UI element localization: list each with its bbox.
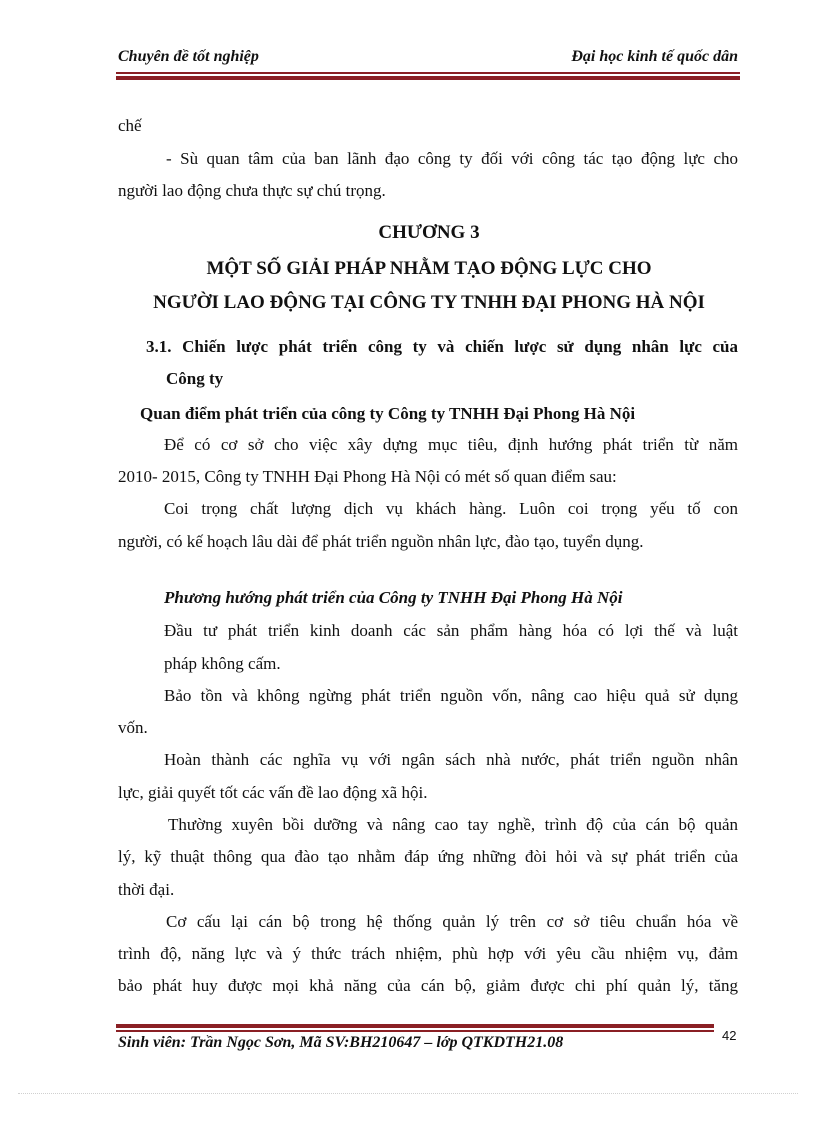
- page-number: 42: [722, 1028, 737, 1043]
- subsection-heading: Quan điểm phát triển của công ty Công ty TNHH Đại Phong Hà Nội: [140, 404, 636, 423]
- footer-student-info: Sinh viên: Trần Ngọc Sơn, Mã SV:BH210647 – lớp QTKDTH21.08: [118, 1034, 564, 1051]
- body-line: - Sù quan tâm của ban lãnh đạo công ty đối với công tác tạo động lực cho: [166, 149, 738, 168]
- body-line: Đầu tư phát triển kinh doanh các sản phẩm hàng hóa có lợi thế và luật: [164, 621, 738, 640]
- body-line: Hoàn thành các nghĩa vụ với ngân sách nhà nước, phát triển nguồn nhân: [164, 750, 738, 769]
- body-line: pháp không cấm.: [164, 654, 281, 673]
- header-right-title: Đại học kinh tế quốc dân: [571, 48, 738, 65]
- body-line: 2010- 2015, Công ty TNHH Đại Phong Hà Nội có mét số quan điểm sau:: [118, 467, 617, 486]
- header-rule-thick: [116, 76, 740, 80]
- chapter-heading: CHƯƠNG 3: [378, 222, 480, 243]
- body-line: Bảo tồn và không ngừng phát triển nguồn vốn, nâng cao hiệu quả sử dụng: [164, 686, 738, 705]
- body-line: chế: [118, 116, 142, 135]
- section-heading-cont: Công ty: [166, 369, 224, 388]
- page-bottom-divider: [18, 1093, 798, 1094]
- body-line: Cơ cấu lại cán bộ trong hệ thống quản lý trên cơ sở tiêu chuẩn hóa về: [166, 912, 738, 931]
- footer-rule-thick: [116, 1024, 714, 1028]
- body-line: thời đại.: [118, 880, 175, 899]
- page-header: [118, 48, 738, 70]
- body-line: người, có kế hoạch lâu dài để phát triển nguồn nhân lực, đào tạo, tuyển dụng.: [118, 532, 644, 551]
- chapter-title-line1: MỘT SỐ GIẢI PHÁP NHẰM TẠO ĐỘNG LỰC CHO: [206, 258, 652, 279]
- body-line: Để có cơ sở cho việc xây dựng mục tiêu, định hướng phát triển từ năm: [164, 435, 738, 454]
- footer-rule-thin: [116, 1030, 714, 1032]
- body-line: trình độ, năng lực và ý thức trách nhiệm, phù hợp với yêu cầu nhiệm vụ, đảm: [118, 944, 738, 963]
- body-line: người lao động chưa thực sự chú trọng.: [118, 181, 386, 200]
- chapter-title-line2: NGƯỜI LAO ĐỘNG TẠI CÔNG TY TNHH ĐẠI PHONG HÀ NỘI: [153, 292, 705, 313]
- body-line: lực, giải quyết tốt các vấn đề lao động xã hội.: [118, 783, 428, 802]
- body-line: Coi trọng chất lượng dịch vụ khách hàng. Luôn coi trọng yếu tố con: [164, 499, 738, 518]
- body-line: Thường xuyên bồi dưỡng và nâng cao tay nghề, trình độ của cán bộ quản: [168, 815, 738, 834]
- body-line: lý, kỹ thuật thông qua đào tạo nhằm đáp ứng những đòi hỏi và sự phát triển của: [118, 847, 738, 866]
- header-left-title: Chuyên đề tốt nghiệp: [118, 48, 259, 65]
- body-line: bảo phát huy được mọi khả năng của cán bộ, giảm được chi phí quản lý, tăng: [118, 976, 738, 995]
- subsection-heading-italic: Phương hướng phát triển của Công ty TNHH Đại Phong Hà Nội: [164, 588, 623, 607]
- header-rule-thin: [116, 72, 740, 74]
- body-line: vốn.: [118, 718, 148, 737]
- section-heading: 3.1. Chiến lược phát triển công ty và chiến lược sử dụng nhân lực của: [146, 337, 738, 356]
